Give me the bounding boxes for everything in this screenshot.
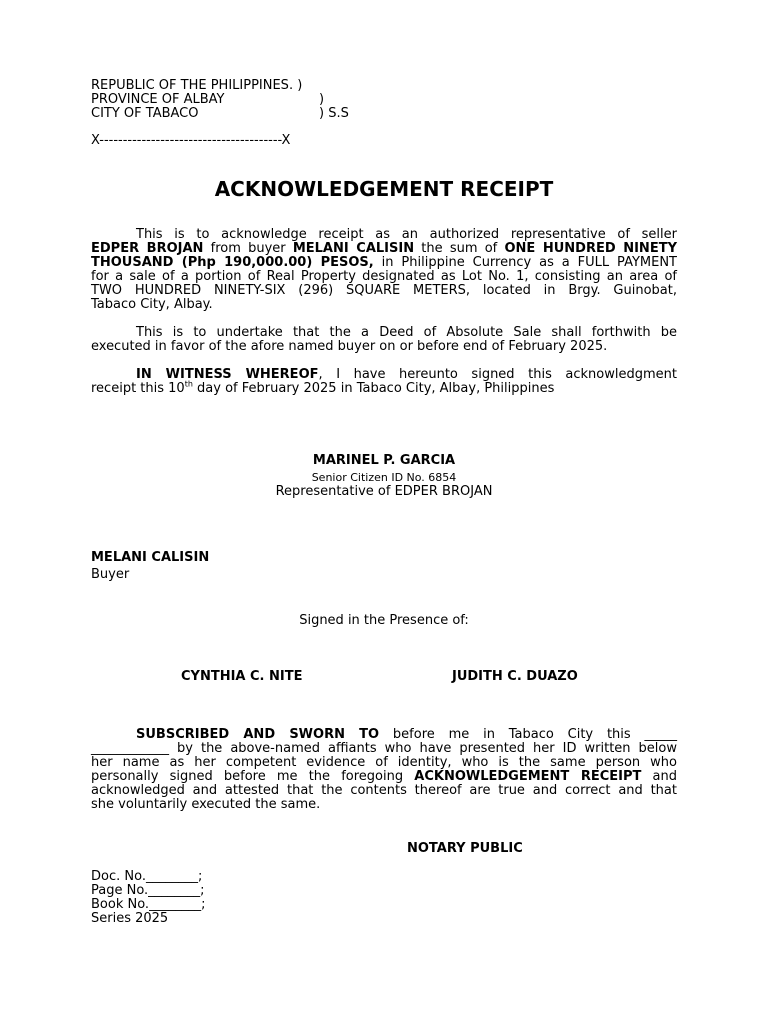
jurat-doc-title: ACKNOWLEDGEMENT RECEIPT [414, 769, 642, 784]
jurat-line5: acknowledged and attested that the contents thereof are true and correct and that [91, 783, 677, 798]
caption-province-paren: ) [319, 92, 325, 107]
ordinal-suffix: th [184, 379, 193, 389]
representative-role: Representative of EDPER BROJAN [275, 484, 493, 499]
seller-name: EDPER BROJAN [91, 241, 204, 256]
jurat-line1-rest: before me in Tabaco City this _____ [379, 727, 677, 742]
paragraph-receipt [91, 228, 677, 312]
witnesses-heading: Signed in the Presence of: [299, 613, 469, 628]
amount-words-2: THOUSAND (Php 190,000.00) PESOS, [91, 255, 374, 270]
witness-1-name: CYNTHIA C. NITE [181, 669, 303, 684]
caption-province: PROVINCE OF ALBAY [91, 92, 225, 107]
para3-line2-a: receipt this 10 [91, 381, 185, 396]
doc-no: Doc. No.________; [91, 869, 203, 884]
para2-line2: executed in favor of the afore named buyer on or before end of February 2025. [91, 339, 608, 354]
paragraph-undertaking [91, 326, 677, 354]
document-title: ACKNOWLEDGEMENT RECEIPT [214, 177, 554, 201]
in-witness-whereof: IN WITNESS WHEREOF [136, 367, 319, 382]
caption-city: CITY OF TABACO [91, 106, 199, 121]
para1-text-a: from buyer [203, 241, 293, 256]
jurat-line4-a: personally signed before me the foregoing [91, 769, 415, 784]
jurat-line4-b: and [641, 769, 678, 784]
paragraph-witness [91, 368, 677, 396]
buyer-role: Buyer [91, 567, 130, 582]
notary-public-label: NOTARY PUBLIC [407, 841, 523, 856]
representative-name: MARINEL P. GARCIA [312, 453, 456, 468]
representative-id: Senior Citizen ID No. 6854 [311, 471, 457, 484]
jurat-paragraph [91, 728, 677, 812]
buyer-name: MELANI CALISIN [91, 550, 210, 565]
amount-words-1: ONE HUNDRED NINETY [504, 241, 677, 256]
para1-line6: Tabaco City, Albay. [91, 297, 213, 312]
caption-republic: REPUBLIC OF THE PHILIPPINES. ) [91, 78, 303, 93]
caption-ss: ) S.S [319, 106, 349, 121]
page-no: Page No.________; [91, 883, 205, 898]
para2-line1: This is to undertake that the a Deed of Absolute Sale shall forthwith be [136, 325, 677, 340]
book-no: Book No.________; [91, 897, 206, 912]
para1-line1: This is to acknowledge receipt as an authorized representative of seller [136, 227, 677, 242]
caption-divider: X---------------------------------------X [91, 133, 291, 148]
para1-line5: TWO HUNDRED NINETY-SIX (296) SQUARE METERS, located in Brgy. Guinobat, [91, 283, 677, 298]
para3-line2-b: day of February 2025 in Tabaco City, Albay, Philippines [192, 381, 555, 396]
witness-2-name: JUDITH C. DUAZO [452, 669, 578, 684]
para1-line3-rest: in Philippine Currency as a FULL PAYMENT [373, 255, 677, 270]
para1-text-b: the sum of [414, 241, 505, 256]
buyer-name-inline: MELANI CALISIN [292, 241, 415, 256]
jurat-line6: she voluntarily executed the same. [91, 797, 321, 812]
jurat-line3: her name as her competent evidence of identity, who is the same person who [91, 755, 677, 770]
para1-line4: for a sale of a portion of Real Property designated as Lot No. 1, consisting an area of [91, 269, 677, 284]
series: Series 2025 [91, 911, 169, 926]
jurat-line2: ____________ by the above-named affiants who have presented her ID written below [91, 741, 677, 756]
para3-line1-rest: , I have hereunto signed this acknowledgment [318, 367, 677, 382]
subscribed-and-sworn: SUBSCRIBED AND SWORN TO [136, 727, 380, 742]
